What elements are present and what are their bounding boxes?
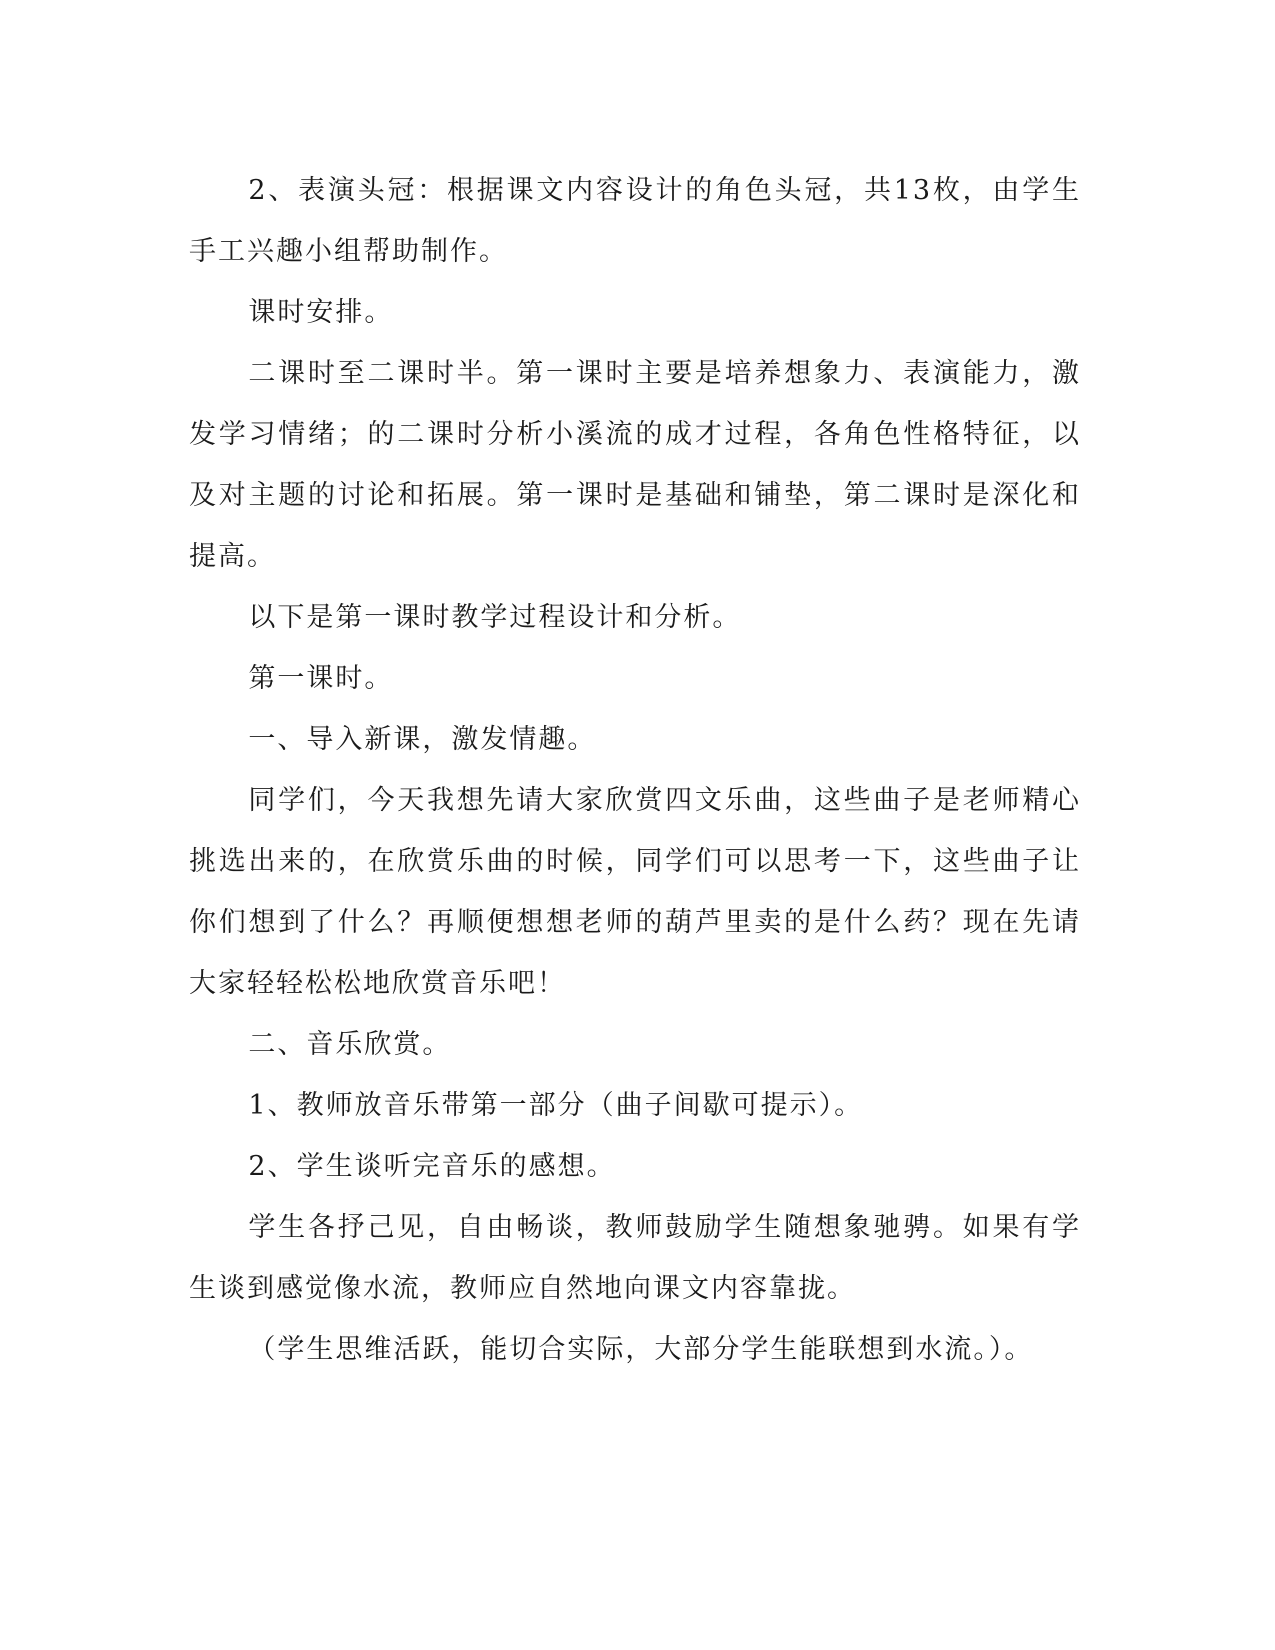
paragraph-first-lesson-heading: 第一课时。 [248, 663, 394, 694]
paragraph-step-two: 2、学生谈听完音乐的感想。 [248, 1151, 616, 1182]
paragraph-step-one: 1、教师放音乐带第一部分（曲子间歇可提示）。 [248, 1090, 864, 1121]
paragraph-schedule-detail: 二课时至二课时半。第一课时主要是培养想象力、表演能力，激发学习情绪；的二课时分析小溪流的成才过程，各角色性格特征，以及对主题的讨论和拓展。第一课时是基础和铺垫，第二课时是深化和提高。 [189, 358, 1081, 572]
paragraph-schedule-heading: 课时安排。 [248, 297, 394, 328]
paragraph-teacher-speech: 同学们，今天我想先请大家欣赏四文乐曲，这些曲子是老师精心挑选出来的，在欣赏乐曲的时候，同学们可以思考一下，这些曲子让你们想到了什么？再顺便想想老师的葫芦里卖的是什么药？现在先请大家轻轻松松地欣赏音乐吧！ [189, 785, 1081, 999]
document-body [189, 160, 1081, 1380]
paragraph-student-discussion: 学生各抒己见，自由畅谈，教师鼓励学生随想象驰骋。如果有学生谈到感觉像水流，教师应自然地向课文内容靠拢。 [189, 1212, 1081, 1304]
paragraph-note: （学生思维活跃，能切合实际，大部分学生能联想到水流。）。 [248, 1334, 1034, 1365]
paragraph-props-headdress: 2、表演头冠：根据课文内容设计的角色头冠，共13枚，由学生手工兴趣小组帮助制作。 [189, 175, 1081, 267]
paragraph-section-two-heading: 二、音乐欣赏。 [248, 1029, 452, 1060]
paragraph-section-one-heading: 一、导入新课，激发情趣。 [248, 724, 597, 755]
paragraph-intro-first-lesson: 以下是第一课时教学过程设计和分析。 [248, 602, 742, 633]
